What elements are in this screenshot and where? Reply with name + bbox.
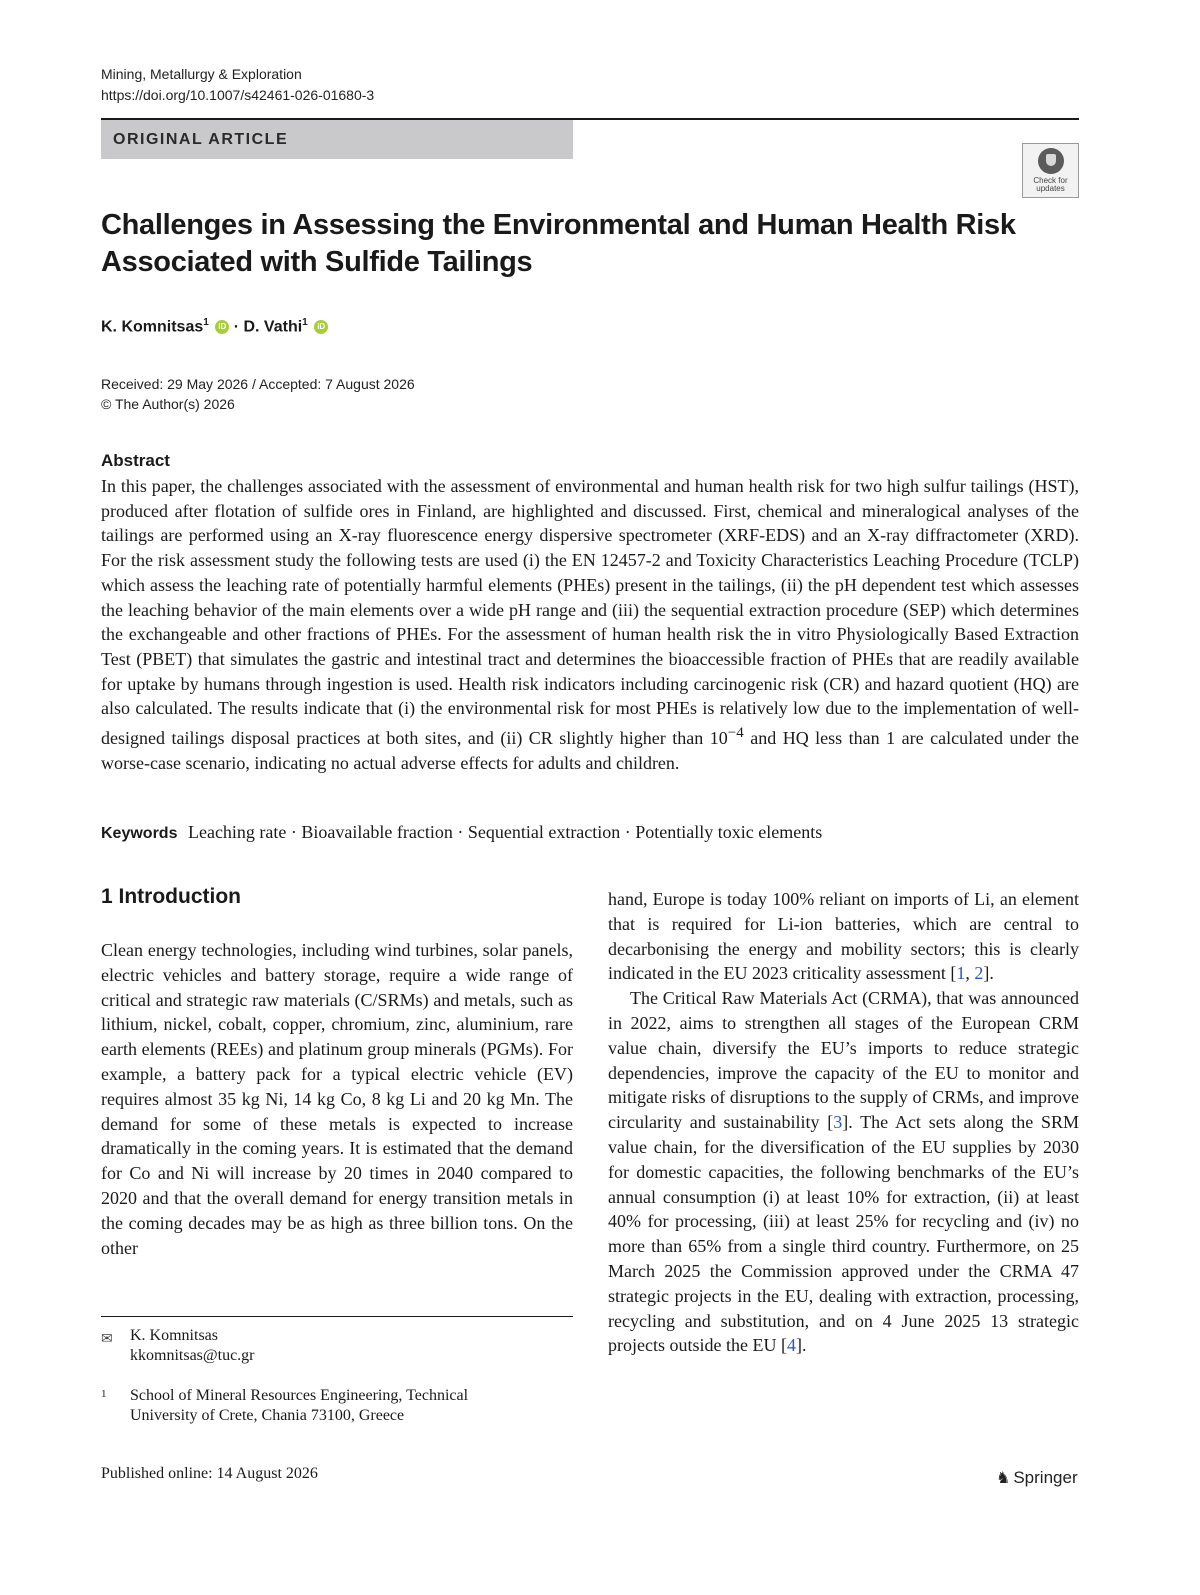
section-heading-introduction: 1 Introduction — [101, 885, 241, 908]
corresponding-name: K. Komnitsas — [130, 1327, 218, 1344]
keyword: Leaching rate — [187, 822, 287, 842]
intro-paragraph: hand, Europe is today 100% reliant on imports of Li, an element that is required for Li-ion batteries, which are central to decarbonising the energy and mobility sectors; this is clearly indicated in the EU 2023 criticality assessment [1, 2]. — [608, 889, 1079, 984]
author-name[interactable]: D. Vathi — [243, 318, 303, 336]
author-affil-mark: 1 — [302, 317, 308, 328]
orcid-icon[interactable]: iD — [314, 320, 328, 334]
footnote-rule — [101, 1316, 573, 1317]
intro-right-column — [608, 887, 1079, 1358]
keywords: Keywords Leaching rate · Bioavailable fraction · Sequential extraction · Potentially toxic elements — [101, 822, 823, 842]
keyword: Sequential extraction — [467, 822, 621, 842]
corresponding-email[interactable]: kkomnitsas@tuc.gr — [130, 1347, 255, 1364]
orcid-icon[interactable]: iD — [215, 320, 229, 334]
author-name[interactable]: K. Komnitsas — [101, 318, 204, 336]
check-for-updates-icon — [1038, 148, 1064, 174]
citation-link[interactable]: 4 — [786, 1335, 796, 1356]
keywords-heading: Keywords — [101, 825, 178, 842]
affiliation-number: 1 — [101, 1388, 107, 1400]
check-updates-line1: Check for — [1033, 176, 1068, 185]
affiliation-line: University of Crete, Chania 73100, Greece — [130, 1407, 405, 1424]
intro-paragraph: The Critical Raw Materials Act (CRMA), that was announced in 2022, aims to strengthen all stages of the European CRM value chain, diversify the EU’s imports to reduce strategic dependencies, improve the capacity of the EU to monitor and mitigate risks of disruptions to the supply of CRMs, and improve circularity and sustainability [3]. The Act sets along the SRM value chain, for the diversification of the EU supplies by 2030 for domestic capacities, the following benchmarks of the EU’s annual consumption (i) at least 10% for extraction, (ii) at least 40% for processing, (iii) at least 25% for recycling and (iv) no more than 65% from a single third country. Furthermore, on 25 March 2025 the Commission approved under the CRMA 47 strategic projects in the EU, dealing with extraction, processing, recycling and substitution, and on 4 June 2025 13 strategic projects outside the EU [4]. — [608, 988, 1080, 1356]
copyright: © The Author(s) 2026 — [101, 396, 235, 412]
affiliation-line: School of Mineral Resources Engineering, Technical — [130, 1387, 469, 1404]
article-title: Challenges in Assessing the Environmental and Human Health Risk Associated with Sulfide Tailings — [101, 209, 1016, 278]
article-type-banner: ORIGINAL ARTICLE — [101, 120, 573, 159]
keyword: Bioavailable fraction — [301, 822, 453, 842]
doi-link[interactable]: https://doi.org/10.1007/s42461-026-01680-3 — [101, 87, 375, 103]
received-accepted: Received: 29 May 2026 / Accepted: 7 August 2026 — [101, 376, 415, 392]
author-separator: · — [229, 318, 244, 336]
journal-header — [101, 64, 374, 106]
springer-horse-icon: ♞ — [996, 1470, 1011, 1487]
citation-link[interactable]: 3 — [833, 1112, 843, 1133]
author-affil-mark: 1 — [203, 317, 209, 328]
citation-link[interactable]: 1 — [956, 963, 966, 984]
corresponding-author-footnote — [101, 1326, 255, 1366]
envelope-icon: ✉ — [101, 1332, 113, 1347]
journal-name: Mining, Metallurgy & Exploration — [101, 66, 302, 82]
check-for-updates-badge[interactable] — [1022, 143, 1079, 198]
citation-link[interactable]: 2 — [974, 963, 984, 984]
abstract-text: In this paper, the challenges associated with the assessment of environmental and human health risk for two high sulfur tailings (HST), produced after flotation of sulfide ores in Finland, are highlighted and discussed. First, chemical and mineralogical analyses of the tailings are performed using an X-ray fluorescence energy dispersive spectrometer (XRF-EDS) and an X-ray diffractometer (XRD). For the risk assessment study the following tests are used (i) the EN 12457-2 and Toxicity Characteristics Leaching Procedure (TCLP) which assess the leaching rate of potentially harmful elements (PHEs) present in the tailings, (ii) the pH dependent test which assesses the leaching behavior of the main elements over a wide pH range and (iii) the sequential extraction procedure (SEP) which determines the exchangeable and other fractions of PHEs. For the assessment of human health risk the in vitro Physiologically Based Extraction Test (PBET) that simulates the gastric and intestinal tract and determines the bioaccessible fraction of PHEs that are readily available for uptake by humans through ingestion is used. Health risk indicators including carcinogenic risk (CR) and hazard quotient (HQ) are also calculated. The results indicate that (i) the environmental risk for most PHEs is relatively low due to the implementation of well-designed tailings disposal practices at both sites, and (ii) CR slightly higher than $10^{-4}$ and HQ less than 1 are calculated under the worse-case scenario, indicating no actual adverse effects for adults and children. — [101, 476, 1079, 773]
exponent: −4 — [727, 725, 744, 742]
article-dates — [101, 374, 415, 414]
intro-left-column — [101, 938, 573, 1260]
intro-paragraph: Clean energy technologies, including wind turbines, solar panels, electric vehicles and battery storage, require a wide range of critical and strategic raw materials (C/SRMs) and metals, such as lithium, nickel, cobalt, copper, chromium, zinc, aluminium, rare earth elements (REEs) and platinum group minerals (PGMs). For example, a battery pack for a typical electric vehicle (EV) requires almost 35 kg Ni, 14 kg Co, 8 kg Li and 20 kg Mn. The demand for some of these metals is expected to increase dramatically in the coming years. It is estimated that the demand for Co and Ni will increase by 20 times in 2040 compared to 2020 and that the overall demand for energy transition metals in the coming decades may be as high as three billion tons. On the other — [101, 940, 573, 1258]
abstract-heading: Abstract — [101, 451, 170, 470]
check-updates-line2: updates — [1036, 184, 1065, 193]
publisher-logo — [996, 1468, 1078, 1488]
published-online: Published online: 14 August 2026 — [101, 1465, 318, 1482]
affiliation-footnote — [101, 1386, 550, 1426]
author-list — [101, 312, 328, 338]
keyword: Potentially toxic elements — [635, 822, 823, 842]
publisher-name: Springer — [1013, 1468, 1078, 1487]
